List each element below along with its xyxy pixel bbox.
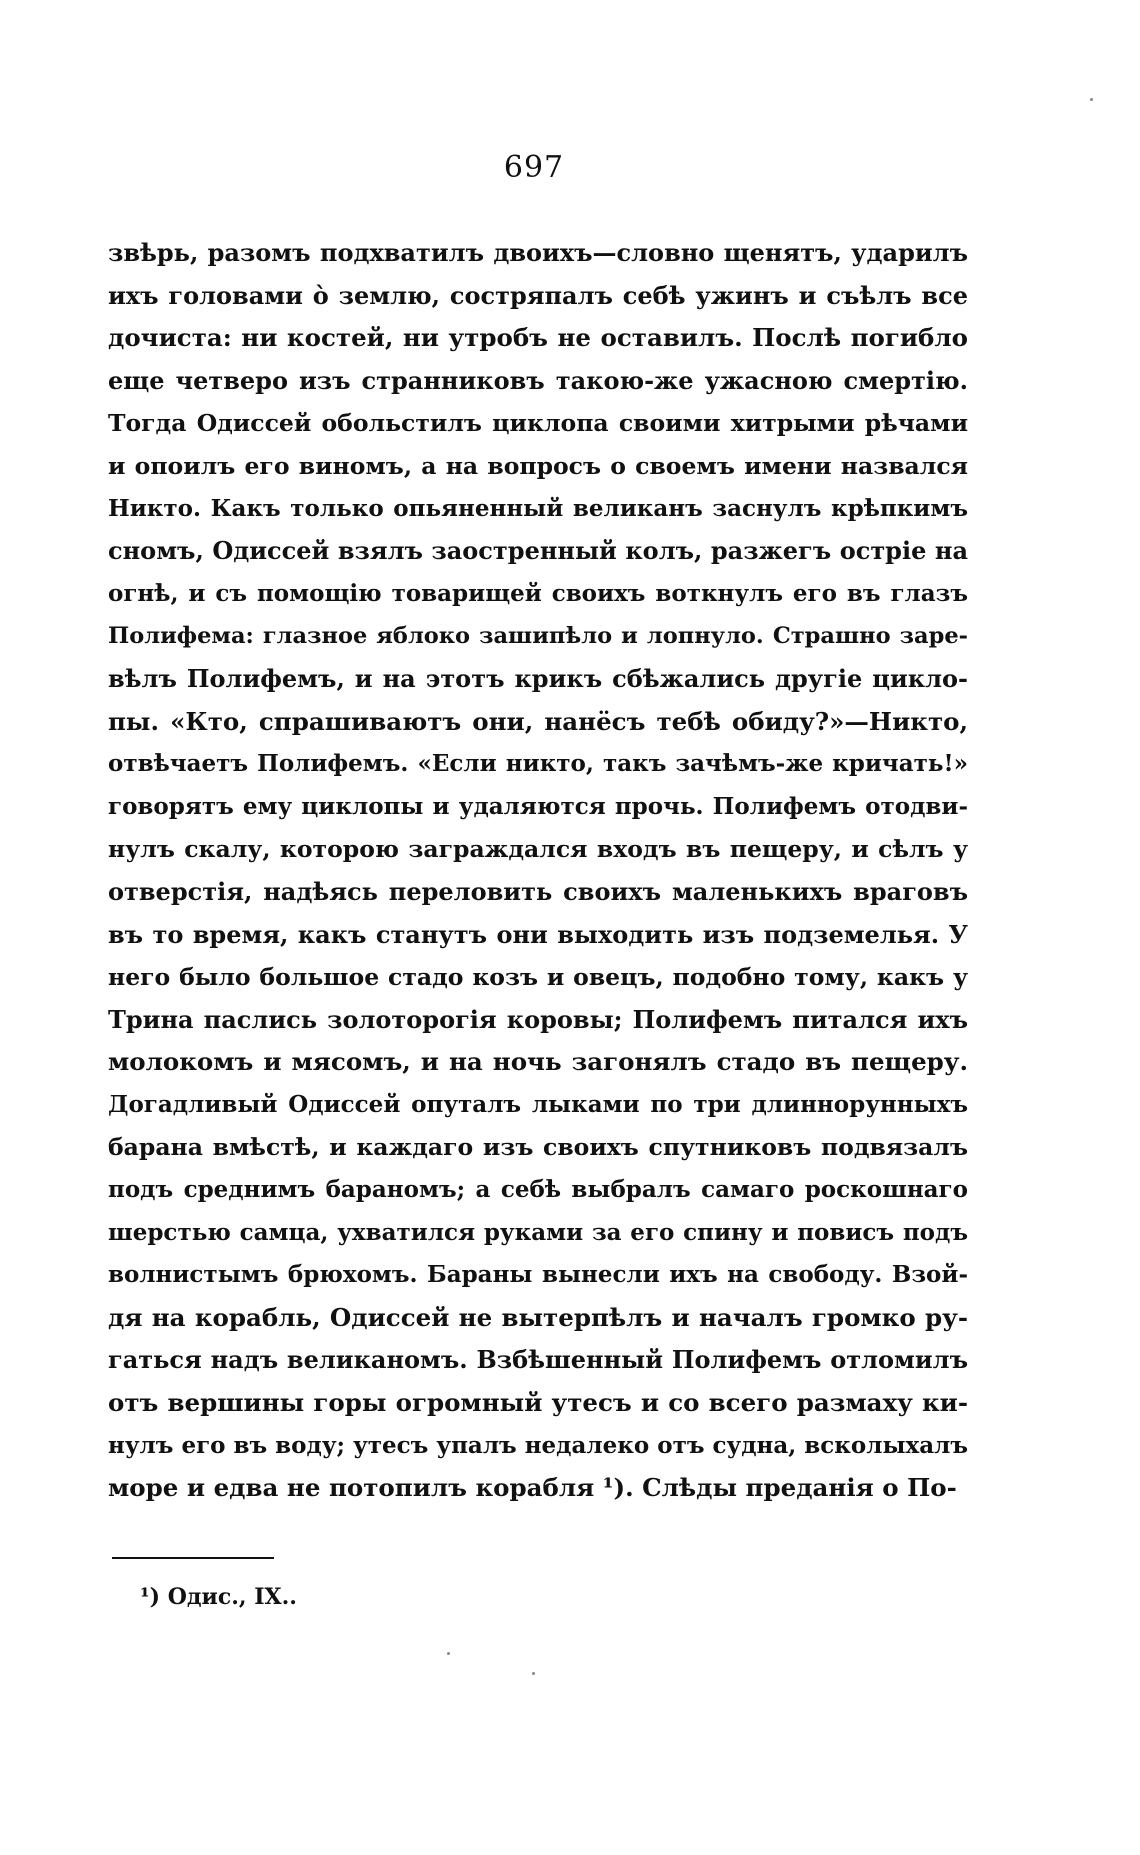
text-line: отвѣчаетъ Полифемъ. «Если никто, такъ зачѣмъ-же кричать!» — [108, 750, 968, 778]
text-line: Никто. Какъ только опьяненный великанъ заснулъ крѣпкимъ — [108, 494, 968, 522]
text-line: дя на корабль, Одиссей не вытерпѣлъ и началъ громко ру- — [108, 1302, 968, 1332]
text-line: подъ среднимъ бараномъ; а себѣ выбралъ самаго роскошнаго — [108, 1176, 968, 1204]
text-line: Тогда Одиссей обольстилъ циклопа своими хитрыми рѣчами — [108, 409, 968, 438]
text-line: молокомъ и мясомъ, и на ночь загонялъ стадо въ пещеру. — [108, 1047, 968, 1077]
text-line: него было большое стадо козъ и овецъ, подобно тому, какъ у — [108, 963, 968, 992]
text-line: барана вмѣстѣ, и каждаго изъ своихъ спутниковъ подвязалъ — [108, 1133, 968, 1162]
text-line: море и едва не потопилъ корабля ¹). Слѣды преданія о По- — [108, 1473, 957, 1503]
text-line: пы. «Кто, спрашиваютъ они, нанёсъ тебѣ обиду?»—Никто, — [108, 706, 968, 736]
text-line: дочиста: ни костей, ни утробъ не оставилъ. Послѣ погибло — [108, 323, 968, 353]
scan-speck — [1090, 98, 1093, 101]
scan-speck — [447, 1652, 450, 1655]
text-line: шерстью самца, ухватился руками за его спину и повисъ подъ — [108, 1218, 968, 1246]
footnote: ¹) Одис., IX.. — [140, 1584, 297, 1610]
page-number: 697 — [503, 150, 565, 185]
text-line: говорятъ ему циклопы и удаляются прочь. Полифемъ отодви- — [108, 792, 968, 820]
text-line: Полифема: глазное яблоко зашипѣло и лопнуло. Страшно заре- — [108, 623, 968, 650]
text-line: сномъ, Одиссей взялъ заостренный колъ, разжегъ остріе на — [108, 536, 968, 566]
text-line: отверстія, надѣясь переловить своихъ маленькихъ враговъ — [108, 876, 968, 906]
text-line: Трина паслись золоторогія коровы; Полифемъ питался ихъ — [108, 1004, 968, 1034]
text-line: въ то время, какъ станутъ они выходить изъ подземелья. У — [108, 919, 968, 949]
text-line: нулъ скалу, которою заграждался входъ въ пещеру, и сѣлъ у — [108, 835, 968, 864]
text-line: ихъ головами ὸ землю, состряпалъ себѣ ужинъ и съѣлъ все — [108, 280, 968, 310]
footnote-divider — [112, 1557, 274, 1559]
scan-speck — [532, 1672, 535, 1675]
text-line: гаться надъ великаномъ. Взбѣшенный Полифемъ отломилъ — [108, 1345, 968, 1375]
text-line: звѣрь, разомъ подхватилъ двоихъ—словно щенятъ, ударилъ — [108, 238, 968, 267]
text-line: отъ вершины горы огромный утесъ и со всего размаху ки- — [108, 1388, 968, 1418]
text-line: и опоилъ его виномъ, а на вопросъ о своемъ имени назвался — [108, 451, 968, 480]
text-line: вѣлъ Полифемъ, и на этотъ крикъ сбѣжались другіе цикло- — [108, 663, 968, 693]
text-line: нулъ его въ воду; утесъ упалъ недалеко отъ судна, всколыхалъ — [108, 1431, 968, 1459]
text-line: еще четверо изъ странниковъ такою-же ужасною смертію. — [108, 365, 968, 395]
text-line: огнѣ, и съ помощію товарищей своихъ воткнулъ его въ глазъ — [108, 579, 968, 607]
body-text — [108, 232, 968, 1510]
text-line: волнистымъ брюхомъ. Бараны вынесли ихъ на свободу. Взой- — [108, 1261, 968, 1289]
text-line: Догадливый Одиссей опуталъ лыками по три длиннорунныхъ — [108, 1090, 968, 1118]
